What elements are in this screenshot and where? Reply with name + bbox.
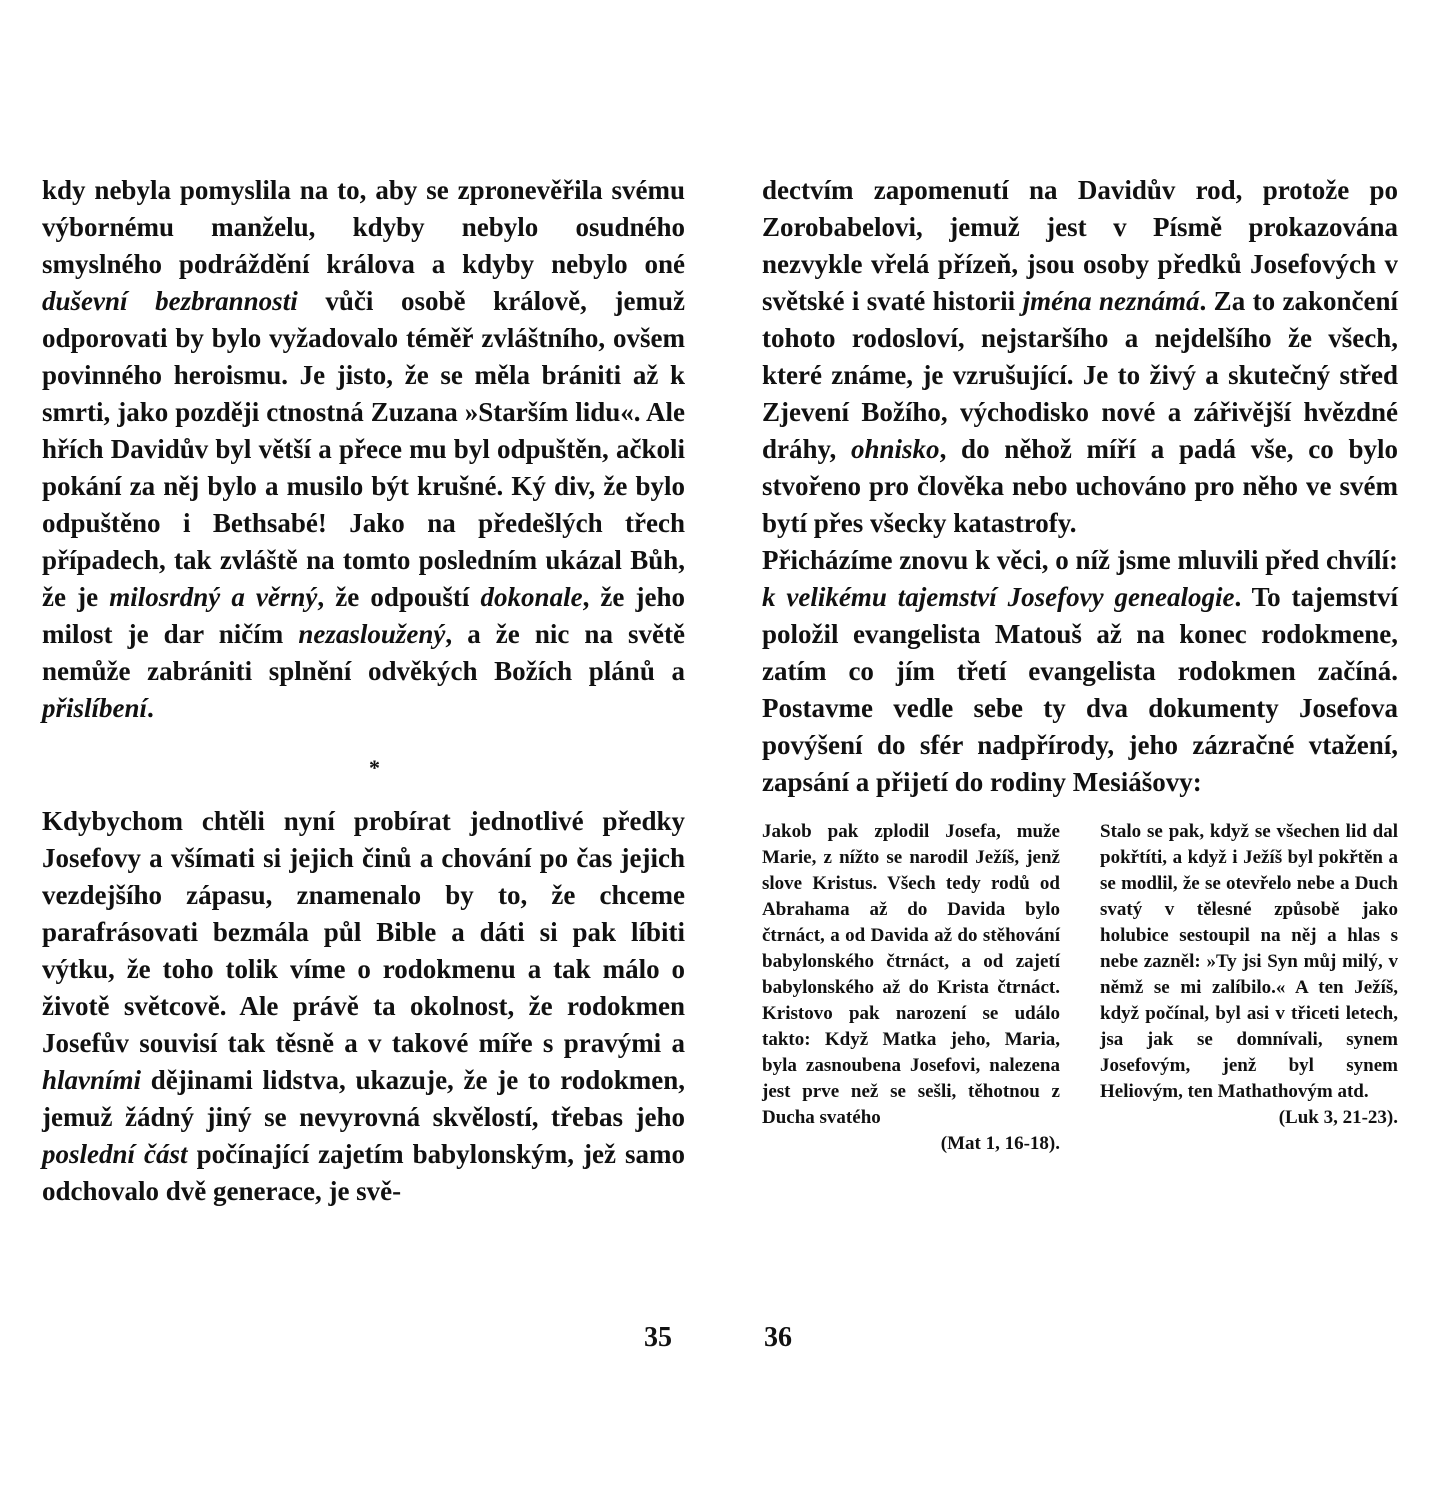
- italic-run: přislíbení: [42, 693, 148, 723]
- luke-column: [1100, 819, 1398, 1155]
- italic-run: ohnisko: [851, 434, 940, 464]
- text-run: dectvím zapomenutí na Davidův rod, protože po Zorobabelovi, jemuž jest v Písmě prokazována nezvykle vřelá přízeň, jsou osoby předků Josefových v světské i svaté historii: [762, 175, 1398, 316]
- text-run: vůči osobě králově, jemuž odporovati by bylo vyžadovalo téměř zvláštního, ovšem povinného heroismu. Je jisto, že se měla brániti až k smrti, jako později ctnostná Zuzana »Starším lidu«. Ale hřích Davidův byl větší a přece mu byl odpuštěn, ačkoli pokání za něj bylo a musilo být krušné. Ký div, že bylo odpuštěno i Bethsabé! Jako na předešlých třech případech, tak zvláště na tomto posledním ukázal Bůh, že je: [42, 286, 685, 612]
- matthew-quote: Jakob pak zplodil Josefa, muže Marie, z nížto se narodil Ježíš, jenž slove Kristus. Všech tedy rodů od Abrahama až do Davida bylo čtrnáct, a od Davida až do stěhování babylonského čtrnáct, a od zajetí babylonského až do Krista čtrnáct. Kristovo pak narození se událo takto: Když Matka jeho, Maria, byla zasnoubena Josefovi, nalezena jest prve než se sešli, těhotnou z Ducha svatého: [762, 821, 1060, 1128]
- left-page: [42, 172, 685, 1210]
- matthew-citation: (Mat 1, 16-18).: [940, 1133, 1060, 1154]
- italic-run: duševní bezbrannosti: [42, 286, 298, 316]
- italic-run: hlavními: [42, 1065, 142, 1095]
- italic-run: milosrdný a věrný: [109, 582, 318, 612]
- italic-run: jména neznámá: [1022, 286, 1200, 316]
- scripture-columns: [762, 819, 1398, 1155]
- page-number-right: 36: [764, 1322, 792, 1353]
- right-page: [762, 172, 1398, 1155]
- text-run: , a že nic na světě nemůže zabrániti splnění odvěkých Božích plánů a: [42, 619, 685, 686]
- text-run: , že odpouští: [317, 582, 481, 612]
- page-number-left: 35: [644, 1322, 672, 1353]
- text-run: , že jeho milost je dar ničím: [42, 582, 686, 649]
- text-run: Kdybychom chtěli nyní probírat jednotlivé předky Josefovy a všímati si jejich činů a chování po čas jejich vezdejšího zápasu, znamenalo by to, že chceme parafrásovati bezmála půl Bible a dáti si pak líbiti výtku, že toho tolik víme o rodokmenu a tak málo o životě světcově. Ale právě ta okolnost, že rodokmen Josefův souvisí tak těsně a v takové míře s pravými a: [42, 806, 685, 1058]
- section-separator: *: [369, 755, 380, 780]
- left-paragraph-1: [42, 172, 685, 727]
- italic-run: nezasloužený: [298, 619, 446, 649]
- text-run: počínající zajetím babylonským, jež samo odchovalo dvě generace, je svě-: [42, 1139, 685, 1206]
- italic-run: k velikému tajemství Josefovy genealogie: [762, 582, 1235, 612]
- luke-citation: (Luk 3, 21-23).: [1278, 1107, 1398, 1128]
- italic-run: poslední část: [42, 1139, 188, 1169]
- text-run: .: [147, 693, 154, 723]
- luke-quote: Stalo se pak, když se všechen lid dal pokřtíti, a když i Ježíš byl pokřtěn a se modlil, že se otevřelo nebe a Duch svatý v tělesné způsobě jako holubice sestoupil na něj a hlas s nebe zazněl: »Ty jsi Syn můj milý, v němž se mi zalíbilo.« A ten Ježíš, když počínal, byl asi v třiceti letech, jsa jak se domnívali, synem Josefovým, jenž byl synem Heliovým, ten Mathathovým atd.: [1100, 821, 1398, 1102]
- left-paragraph-2: [42, 803, 685, 1210]
- text-run: . Za to zakončení tohoto rodosloví, nejstaršího a nejdelšího že všech, které známe, je vzrušující. Je to živý a skutečný střed Zjevení Božího, východisko nové a zářivější hvězdné dráhy,: [762, 286, 1398, 464]
- text-run: dějinami lidstva, ukazuje, že je to rodokmen, jemuž žádný jiný se nevyrovná skvělostí, třebas jeho: [42, 1065, 685, 1132]
- text-run: Přicházíme znovu k věci, o níž jsme mluvili před chvílí:: [762, 545, 1398, 575]
- text-run: kdy nebyla pomyslila na to, aby se zpronevěřila svému výbornému manželu, kdyby nebylo osudného smyslného podráždění králova a kdyby nebylo oné: [42, 175, 685, 279]
- matthew-column: [762, 819, 1060, 1155]
- right-paragraph-2: [762, 542, 1398, 801]
- text-run: . To tajemství položil evangelista Matouš až na konec rodokmene, zatím co jím třetí evangelista rodokmen začíná. Postavme vedle sebe ty dva dokumenty Josefova povýšení do sfér nadpřírody, jeho zázračné vtažení, zapsání a přijetí do rodiny Mesiášovy:: [762, 582, 1398, 797]
- right-paragraph-1: [762, 172, 1398, 542]
- italic-run: dokonale: [480, 582, 583, 612]
- text-run: , do něhož míří a padá vše, co bylo stvořeno pro člověka nebo uchováno pro něho ve svém bytí přes všecky katastrofy.: [762, 434, 1398, 538]
